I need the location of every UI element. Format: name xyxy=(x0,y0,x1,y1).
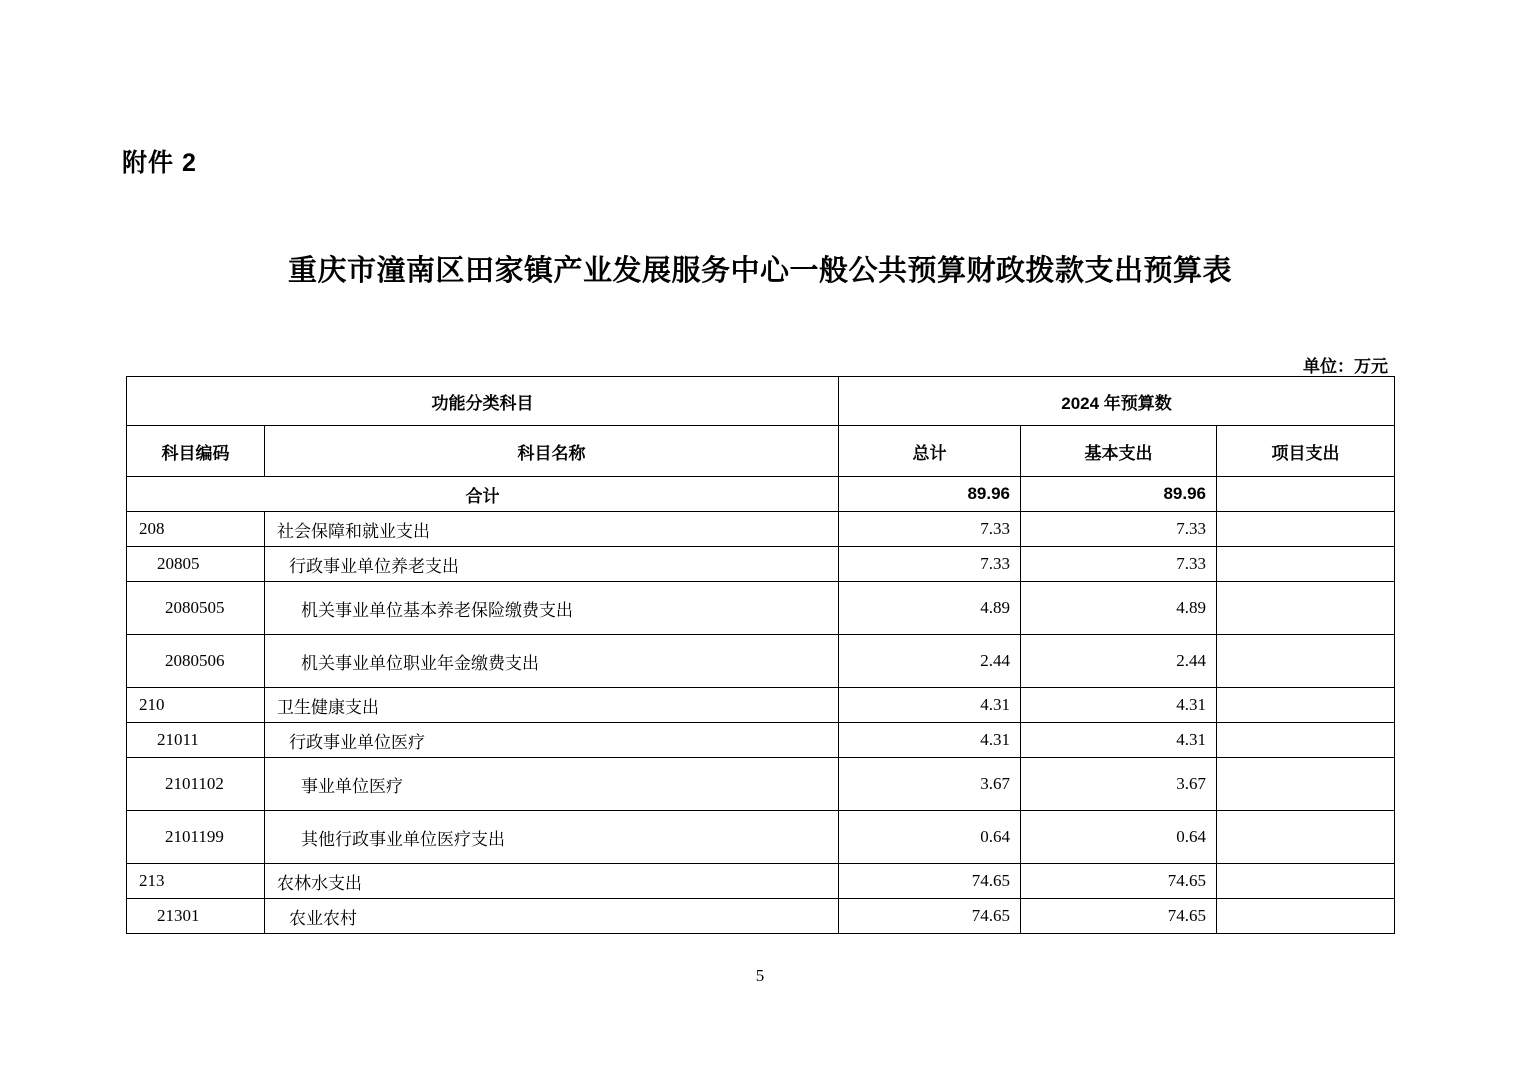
row-name: 其他行政事业单位医疗支出 xyxy=(265,811,839,864)
row-code: 213 xyxy=(127,864,265,899)
row-name: 机关事业单位基本养老保险缴费支出 xyxy=(265,582,839,635)
header-budget-year: 2024 年预算数 xyxy=(839,377,1395,426)
row-total-value: 89.96 xyxy=(839,477,1021,512)
row-basic-value: 4.31 xyxy=(1021,688,1217,723)
attachment-label: 附件 2 xyxy=(122,149,197,177)
row-project-value xyxy=(1217,635,1395,688)
row-project-value xyxy=(1217,723,1395,758)
table-row xyxy=(127,547,1395,582)
row-code: 2101199 xyxy=(127,811,265,864)
row-project-value xyxy=(1217,547,1395,582)
row-project-value xyxy=(1217,758,1395,811)
page-title: 重庆市潼南区田家镇产业发展服务中心一般公共预算财政拨款支出预算表 xyxy=(287,255,1232,287)
table-row xyxy=(127,899,1395,934)
row-total-value: 7.33 xyxy=(839,547,1021,582)
table-row xyxy=(127,811,1395,864)
row-code: 210 xyxy=(127,688,265,723)
table-header-row xyxy=(127,426,1395,477)
row-total-value: 4.31 xyxy=(839,688,1021,723)
row-code: 20805 xyxy=(127,547,265,582)
row-total-value: 4.31 xyxy=(839,723,1021,758)
row-code: 21301 xyxy=(127,899,265,934)
row-name: 行政事业单位医疗 xyxy=(265,723,839,758)
column-header-name: 科目名称 xyxy=(265,426,839,477)
row-name: 行政事业单位养老支出 xyxy=(265,547,839,582)
row-code: 21011 xyxy=(127,723,265,758)
row-total-value: 74.65 xyxy=(839,864,1021,899)
page-number: 5 xyxy=(755,966,765,985)
table-row xyxy=(127,512,1395,547)
row-name: 农业农村 xyxy=(265,899,839,934)
row-basic-value: 2.44 xyxy=(1021,635,1217,688)
row-project-value xyxy=(1217,811,1395,864)
row-basic-value: 89.96 xyxy=(1021,477,1217,512)
table-row xyxy=(127,864,1395,899)
row-total-value: 74.65 xyxy=(839,899,1021,934)
row-basic-value: 7.33 xyxy=(1021,512,1217,547)
row-project-value xyxy=(1217,512,1395,547)
unit-note: 单位：万元 xyxy=(1303,357,1388,376)
row-code: 208 xyxy=(127,512,265,547)
row-basic-value: 4.31 xyxy=(1021,723,1217,758)
row-basic-value: 7.33 xyxy=(1021,547,1217,582)
row-code: 2080505 xyxy=(127,582,265,635)
row-name: 社会保障和就业支出 xyxy=(265,512,839,547)
column-header-project: 项目支出 xyxy=(1217,426,1395,477)
row-project-value xyxy=(1217,582,1395,635)
budget-table-body xyxy=(127,377,1395,934)
row-basic-value: 0.64 xyxy=(1021,811,1217,864)
row-name: 事业单位医疗 xyxy=(265,758,839,811)
table-row xyxy=(127,688,1395,723)
row-total-value: 3.67 xyxy=(839,758,1021,811)
row-name: 卫生健康支出 xyxy=(265,688,839,723)
table-row xyxy=(127,477,1395,512)
row-basic-value: 74.65 xyxy=(1021,864,1217,899)
row-total-value: 4.89 xyxy=(839,582,1021,635)
row-total-value: 0.64 xyxy=(839,811,1021,864)
row-name: 机关事业单位职业年金缴费支出 xyxy=(265,635,839,688)
row-project-value xyxy=(1217,688,1395,723)
row-basic-value: 4.89 xyxy=(1021,582,1217,635)
table-row xyxy=(127,635,1395,688)
table-row xyxy=(127,758,1395,811)
column-header-total: 总计 xyxy=(839,426,1021,477)
row-code: 2080506 xyxy=(127,635,265,688)
budget-table xyxy=(126,376,1395,934)
row-name: 农林水支出 xyxy=(265,864,839,899)
row-label: 合计 xyxy=(127,477,839,512)
row-basic-value: 74.65 xyxy=(1021,899,1217,934)
header-functional-category: 功能分类科目 xyxy=(127,377,839,426)
row-project-value xyxy=(1217,477,1395,512)
table-row xyxy=(127,582,1395,635)
row-total-value: 7.33 xyxy=(839,512,1021,547)
row-project-value xyxy=(1217,864,1395,899)
column-header-basic: 基本支出 xyxy=(1021,426,1217,477)
table-row xyxy=(127,723,1395,758)
column-header-code: 科目编码 xyxy=(127,426,265,477)
row-total-value: 2.44 xyxy=(839,635,1021,688)
row-basic-value: 3.67 xyxy=(1021,758,1217,811)
row-code: 2101102 xyxy=(127,758,265,811)
table-header-group-row xyxy=(127,377,1395,426)
row-project-value xyxy=(1217,899,1395,934)
